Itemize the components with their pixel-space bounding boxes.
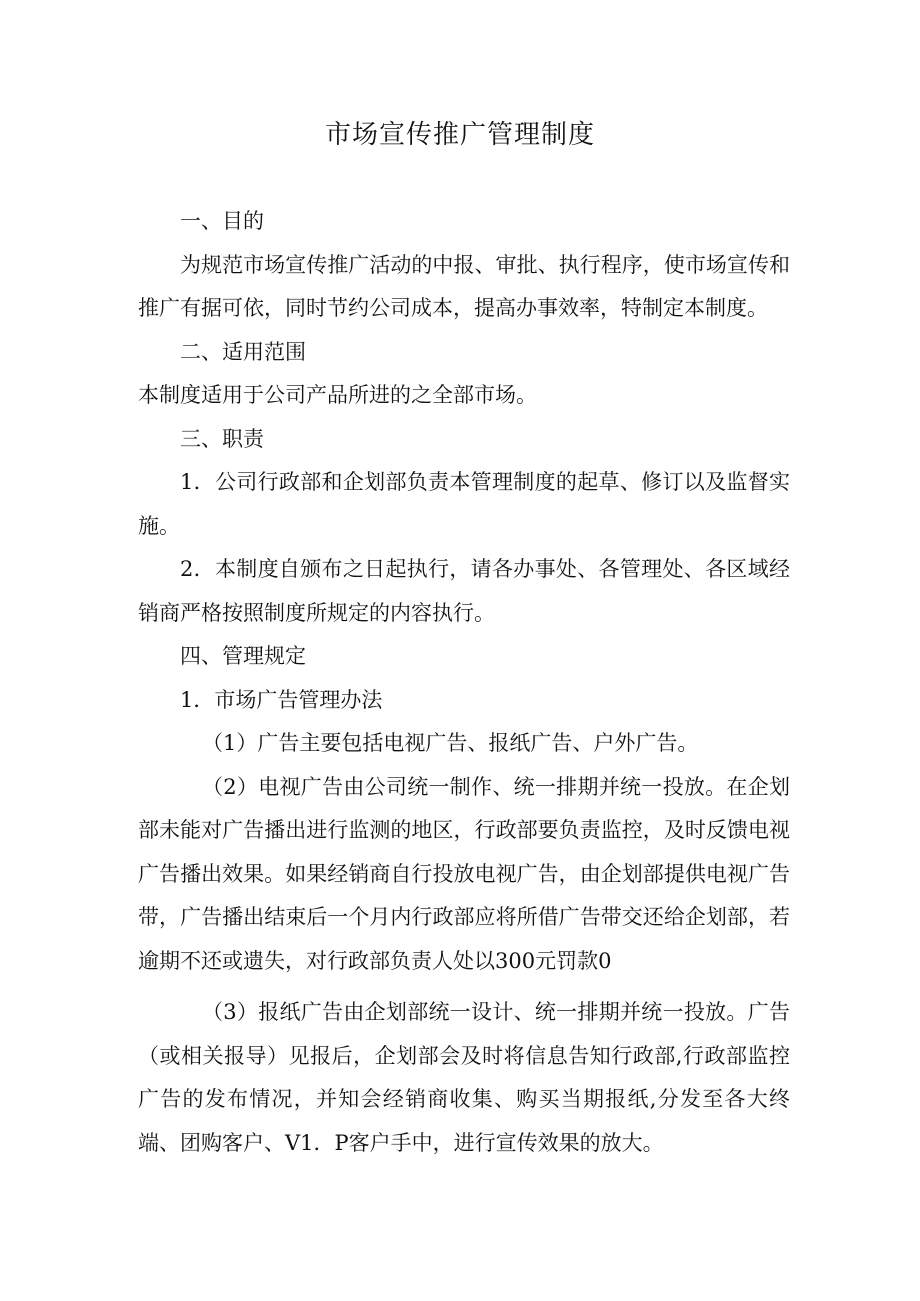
scope-paragraph: 本制度适用于公司产品所进的之全部市场。 [138,383,537,407]
rule-item-1: （1）广告主要包括电视广告、报纸广告、户外广告。 [202,731,699,755]
rules-subheading-ads: 1．市场广告管理办法 [180,687,383,712]
document-title: 市场宣传推广管理制度 [324,120,595,150]
duty-item-1: 1．公司行政部和企划部负责本管理制度的起草、修订以及监督实施。 [138,470,790,538]
section-heading-scope: 二、适用范围 [180,339,306,364]
section-heading-purpose: 一、目的 [180,209,264,233]
section-heading-rules: 四、管理规定 [180,644,306,668]
rule-item-2: （2）电视广告由公司统一制作、统一排期并统一投放。在企划部未能对广告播出进行监测的地区，行政部要负责监控，及时反馈电视广告播出效果。如果经销商自行投放电视广告，由企划部提供电视广告带，广告播出结束后一个月内行政部应将所借广告带交还给企划部，若逾期不还或遗失，对行政部负责人处以300元罚款0 [138,774,790,973]
duty-item-2: 2．本制度自颁布之日起执行，请各办事处、各管理处、各区域经销商严格按照制度所规定的内容执行。 [138,557,790,625]
purpose-paragraph: 为规范市场宣传推广活动的中报、审批、执行程序，使市场宣传和推广有据可依，同时节约公司成本，提高办事效率，特制定本制度。 [138,252,790,320]
document-body [138,200,790,1165]
rule-item-3: （3）报纸广告由企划部统一设计、统一排期并统一投放。广告（或相关报导）见报后，企划部会及时将信息告知行政部,行政部监控广告的发布情况，并知会经销商收集、购买当期报纸,分发至各大终端、团购客户、V1．P客户手中，进行宣传效果的放大。 [138,1000,790,1155]
section-heading-duties: 三、职责 [180,426,264,451]
